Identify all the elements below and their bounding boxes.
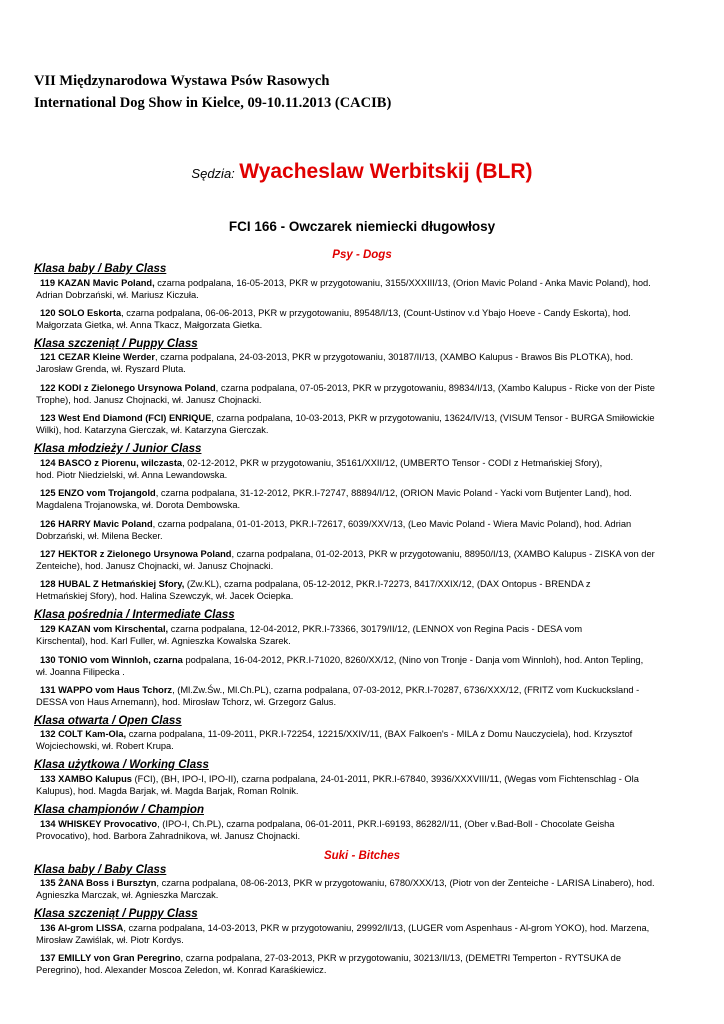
entry-details: czarna podpalana, 11-09-2011, PKR.I-72254, 12215/XXIV/11, (BAX Falkoen's - MILA z Domu Nauczyciela), hod. Krzysztof <box>126 729 633 739</box>
entry-details: , czarna podpalana, 07-05-2013, PKR w przygotowaniu, 89834/I/13, (Xambo Kalupus - Ricke von der Piste <box>215 383 655 393</box>
entry-dog-name: 136 Al-grom LISSA <box>40 923 124 933</box>
entry-dog-name: 134 WHISKEY Provocativo <box>40 819 158 829</box>
class-heading-working: Klasa użytkowa / Working Class <box>34 759 209 771</box>
entry-dog-name: 122 KODI z Zielonego Ursynowa Poland <box>40 383 216 393</box>
entry-dog-name: 125 ENZO vom Trojangold <box>40 488 156 498</box>
entry-breeder: Agnieszka Marczak, wł. Agnieszka Marczak. <box>36 890 219 900</box>
breed-title: FCI 166 - Owczarek niemiecki długowłosy <box>228 219 496 234</box>
entry-details: , czarna podpalana, 31-12-2012, PKR.I-72747, 88894/I/12, (ORION Mavic Poland - Yacki vom Butjenter Land), hod. <box>155 488 632 498</box>
show-title-polish: VII Międzynarodowa Wystawa Psów Rasowych <box>34 73 330 89</box>
section-bitches: Suki - Bitches <box>323 850 401 862</box>
entry-119 <box>36 277 690 301</box>
entry-126 <box>36 518 690 542</box>
entry-123 <box>36 412 690 436</box>
entry-dog-name: 130 TONIO vom Winnloh, czarna <box>40 655 183 665</box>
entry-breeder: Mirosław Zawiślak, wł. Piotr Kordys. <box>36 935 184 945</box>
entry-dog-name: 124 BASCO z Piorenu, wilczasta <box>40 458 183 468</box>
show-title-english: International Dog Show in Kielce, 09-10.11.2013 (CACIB) <box>34 95 392 111</box>
entry-breeder: Magdalena Trojanowska, wł. Dorota Dembowska. <box>36 500 241 510</box>
entry-details: , czarna podpalana, 24-03-2013, PKR w przygotowaniu, 30187/II/13, (XAMBO Kalupus - Brawos Bis PLOTKA), hod. <box>155 352 634 362</box>
judge-name: Wyacheslaw Werbitskij (BLR) <box>239 160 533 183</box>
class-heading-junior: Klasa młodzieży / Junior Class <box>34 443 202 455</box>
entry-dog-name: 128 HUBAL Z Hetmańskiej Sfory, <box>40 579 185 589</box>
entry-breeder: Hetmańskiej Sfory), hod. Halina Szewczyk, wł. Jacek Ociepka. <box>36 591 294 601</box>
entry-135 <box>36 877 690 901</box>
class-heading-baby: Klasa baby / Baby Class <box>34 263 167 275</box>
class-heading-champion: Klasa championów / Champion <box>34 804 204 816</box>
class-heading-open: Klasa otwarta / Open Class <box>34 715 182 727</box>
entry-129 <box>36 623 690 647</box>
entry-details: , czarna podpalana, 14-03-2013, PKR w przygotowaniu, 29992/II/13, (LUGER vom Aspenhaus - Al-grom YOKO), hod. Marzena, <box>123 923 650 933</box>
entry-124 <box>36 457 690 481</box>
entry-137 <box>36 952 690 976</box>
entry-breeder: DESSA von Haus Arnemann), hod. Mirosław Tchorz, wł. Grzegorz Galus. <box>36 697 337 707</box>
entry-breeder: Wilki), hod. Katarzyna Gierczak, wł. Katarzyna Gierczak. <box>36 425 269 435</box>
entry-breeder: Wojciechowski, wł. Robert Krupa. <box>36 741 174 751</box>
entry-dog-name: 126 HARRY Mavic Poland <box>40 519 153 529</box>
entry-130 <box>36 654 690 678</box>
show-title <box>34 70 391 114</box>
entry-breeder: Kirschental), hod. Karl Fuller, wł. Agnieszka Kowalska Szarek. <box>36 636 291 646</box>
entry-133 <box>36 773 690 797</box>
entry-dog-name: 120 SOLO Eskorta <box>40 308 122 318</box>
entry-details: , czarna podpalana, 01-02-2013, PKR w przygotowaniu, 88950/I/13, (XAMBO Kalupus - ZISKA von der <box>231 549 655 559</box>
entry-details: (Zw.KL), czarna podpalana, 05-12-2012, PKR.I-72273, 8417/XXIX/12, (DAX Ontopus - BRENDA z <box>184 579 591 589</box>
entry-131 <box>36 684 690 708</box>
entry-details: (FCI), (BH, IPO-I, IPO-II), czarna podpalana, 24-01-2011, PKR.I-67840, 3936/XXXVIII/11, (Wegas vom Fichtenschlag - Ola <box>131 774 639 784</box>
entry-details: , czarna podpalana, 01-01-2013, PKR.I-72617, 6039/XXV/13, (Leo Mavic Poland - Wiera Mavic Poland), hod. Adrian <box>152 519 632 529</box>
entry-breeder: Zenteiche), hod. Janusz Chojnacki, wł. Janusz Chojnacki. <box>36 561 274 571</box>
class-heading-bitches-puppy: Klasa szczeniąt / Puppy Class <box>34 908 198 920</box>
entry-136 <box>36 922 690 946</box>
entry-details: czarna podpalana, 16-05-2013, PKR w przygotowaniu, 3155/XXXIII/13, (Orion Mavic Poland - Anka Mavic Poland), hod. <box>154 278 651 288</box>
judge-label: Sędzia: <box>191 166 235 181</box>
entry-dog-name: 127 HEKTOR z Zielonego Ursynowa Poland <box>40 549 232 559</box>
entry-dog-name: 121 CEZAR Kleine Werder <box>40 352 156 362</box>
entry-details: , (Ml.Zw.Św., Ml.Ch.PL), czarna podpalana, 07-03-2012, PKR.I-70287, 6736/XXX/12, (FRITZ vom Kuckucksland - <box>172 685 640 695</box>
entry-breeder: wł. Joanna Filipecka . <box>36 667 125 677</box>
entry-121 <box>36 351 690 375</box>
entry-details: , czarna podpalana, 10-03-2013, PKR w przygotowaniu, 13624/IV/13, (VISUM Tensor - BURGA Smiłowickie <box>211 413 655 423</box>
judge-line <box>0 160 724 184</box>
class-heading-bitches-baby: Klasa baby / Baby Class <box>34 864 167 876</box>
entry-details: , (IPO-I, Ch.PL), czarna podpalana, 06-01-2011, PKR.I-69193, 86282/I/11, (Ober v.Bad-Boll - Chocolate Geisha <box>157 819 615 829</box>
entry-breeder: hod. Piotr Niedzielski, wł. Anna Lewandowska. <box>36 470 228 480</box>
entry-dog-name: 132 COLT Kam-Ola, <box>40 729 127 739</box>
entry-details: podpalana, 16-04-2012, PKR.I-71020, 8260/XX/12, (Nino von Tronje - Danja vom Winnloh), hod. Anton Tepling, <box>182 655 644 665</box>
class-heading-intermediate: Klasa pośrednia / Intermediate Class <box>34 609 235 621</box>
entry-details: , czarna podpalana, 06-06-2013, PKR w przygotowaniu, 89548/I/13, (Count-Ustinov v.d Ybajo Hoeve - Candy Eskorta), hod. <box>121 308 631 318</box>
entry-128 <box>36 578 690 602</box>
entry-dog-name: 133 XAMBO Kalupus <box>40 774 132 784</box>
entry-134 <box>36 818 690 842</box>
entry-120 <box>36 307 690 331</box>
entry-details: , czarna podpalana, 08-06-2013, PKR w przygotowaniu, 6780/XXX/13, (Piotr von der Zenteiche - LARISA Linabero), hod. <box>156 878 655 888</box>
entry-breeder: Adrian Dobrzański, wł. Mariusz Kiczuła. <box>36 290 199 300</box>
entry-breeder: Trophe), hod. Janusz Chojnacki, wł. Janusz Chojnacki. <box>36 395 262 405</box>
entry-125 <box>36 487 690 511</box>
entry-dog-name: 123 West End Diamond (FCI) ENRIQUE <box>40 413 212 423</box>
entry-dog-name: 129 KAZAN vom Kirschental, <box>40 624 169 634</box>
entry-details: , czarna podpalana, 27-03-2013, PKR w przygotowaniu, 30213/II/13, (DEMETRI Temperton - RYTSUKA de <box>180 953 622 963</box>
entry-dog-name: 135 ŻANA Boss i Bursztyn <box>40 878 157 888</box>
entry-breeder: Dobrzański, wł. Milena Becker. <box>36 531 163 541</box>
entry-127 <box>36 548 690 572</box>
entry-breeder: Jarosław Grenda, wł. Ryszard Pluta. <box>36 364 186 374</box>
entry-breeder: Kalupus), hod. Magda Barjak, wł. Magda Barjak, Roman Rolnik. <box>36 786 299 796</box>
entry-details: , 02-12-2012, PKR w przygotowaniu, 35161/XXII/12, (UMBERTO Tensor - CODI z Hetmańskiej Sfory), <box>182 458 603 468</box>
entry-122 <box>36 382 690 406</box>
entry-dog-name: 131 WAPPO vom Haus Tchorz <box>40 685 173 695</box>
entry-breeder: Provocativo), hod. Barbora Zahradnikova, wł. Janusz Chojnacki. <box>36 831 301 841</box>
class-heading-puppy: Klasa szczeniąt / Puppy Class <box>34 338 198 350</box>
entry-132 <box>36 728 690 752</box>
section-dogs: Psy - Dogs <box>332 249 392 261</box>
entry-breeder: Małgorzata Gietka, wł. Anna Tkacz, Małgorzata Gietka. <box>36 320 263 330</box>
entry-details: czarna podpalana, 12-04-2012, PKR.I-73366, 30179/II/12, (LENNOX von Regina Pacis - DESA vom <box>168 624 583 634</box>
entry-dog-name: 119 KAZAN Mavic Poland, <box>40 278 155 288</box>
entry-breeder: Peregrino), hod. Alexander Moscoa Zeledon, wł. Konrad Karaśkiewicz. <box>36 965 327 975</box>
entry-dog-name: 137 EMILLY von Gran Peregrino <box>40 953 181 963</box>
